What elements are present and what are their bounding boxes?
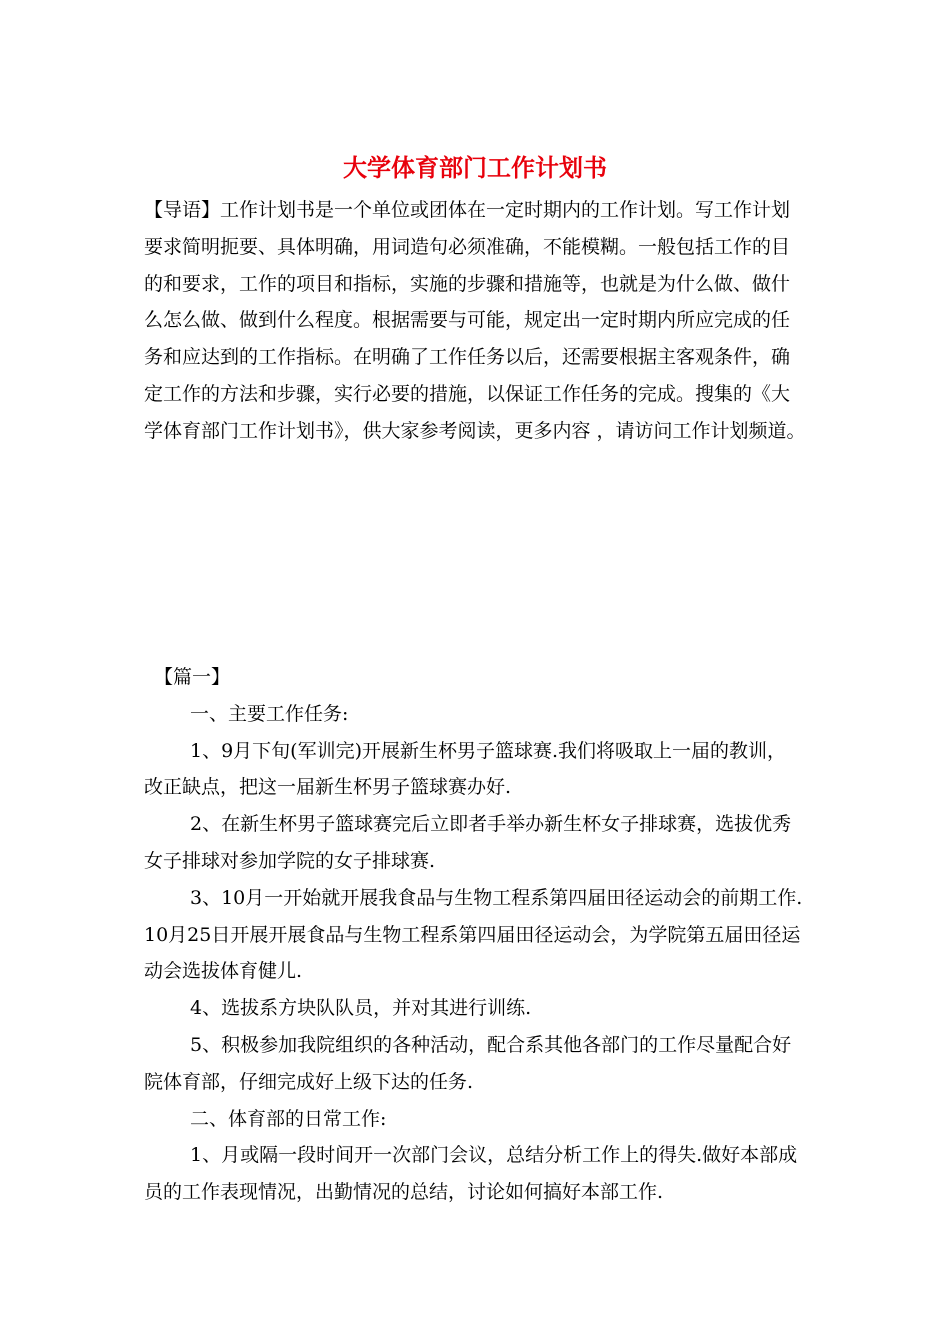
intro-paragraph: [144, 192, 824, 450]
part2-heading: 二、体育部的日常工作:: [190, 1107, 387, 1130]
part1-heading: 一、主要工作任务:: [190, 702, 349, 725]
task-item-2-line: 2、在新生杯男子篮球赛完后立即者手举办新生杯女子排球赛，选拔优秀: [190, 813, 792, 836]
section-one: [144, 659, 824, 1211]
task-item-3-line: 10月25日开展开展食品与生物工程系第四届田径运动会，为学院第五届田径运: [144, 923, 801, 946]
daily-item-1-line: 1、月或隔一段时间开一次部门会议，总结分析工作上的得失.做好本部成: [190, 1144, 798, 1167]
task-item-1-line: 改正缺点，把这一届新生杯男子篮球赛办好.: [144, 776, 512, 799]
intro-line: 学体育部门工作计划书》，供大家参考阅读，更多内容 ，请访问工作计划频道。: [144, 419, 806, 442]
intro-line: 务和应达到的工作指标。在明确了工作任务以后，还需要根据主客观条件，确: [144, 346, 791, 369]
intro-line: 要求简明扼要、具体明确，用词造句必须准确，不能模糊。一般包括工作的目: [144, 235, 791, 258]
intro-line: 的和要求，工作的项目和指标，实施的步骤和措施等，也就是为什么做、做什: [144, 272, 791, 295]
task-item-5-line: 院体育部，仔细完成好上级下达的任务.: [144, 1070, 474, 1093]
task-item-2-line: 女子排球对参加学院的女子排球赛.: [144, 849, 436, 872]
task-item-1-line: 1、9月下旬(军训完)开展新生杯男子篮球赛.我们将吸取上一届的教训，: [190, 739, 787, 762]
daily-item-1-line: 员的工作表现情况，出勤情况的总结，讨论如何搞好本部工作.: [144, 1181, 664, 1204]
document-title: 大学体育部门工作计划书: [343, 153, 607, 182]
section-heading: 【篇一】: [154, 666, 231, 688]
task-item-3-line: 3、10月一开始就开展我食品与生物工程系第四届田径运动会的前期工作.: [190, 886, 803, 909]
task-item-4-line: 4、选拔系方块队队员，并对其进行训练.: [190, 997, 532, 1020]
intro-line: 【导语】工作计划书是一个单位或团体在一定时期内的工作计划。写工作计划: [144, 199, 791, 221]
task-item-3-line: 动会选拔体育健儿.: [144, 960, 303, 983]
intro-line: 定工作的方法和步骤，实行必要的措施，以保证工作任务的完成。搜集的《大: [144, 382, 791, 405]
intro-line: 么怎么做、做到什么程度。根据需要与可能，规定出一定时期内所应完成的任: [144, 309, 791, 332]
task-item-5-line: 5、积极参加我院组织的各种活动，配合系其他各部门的工作尽量配合好: [190, 1033, 792, 1056]
